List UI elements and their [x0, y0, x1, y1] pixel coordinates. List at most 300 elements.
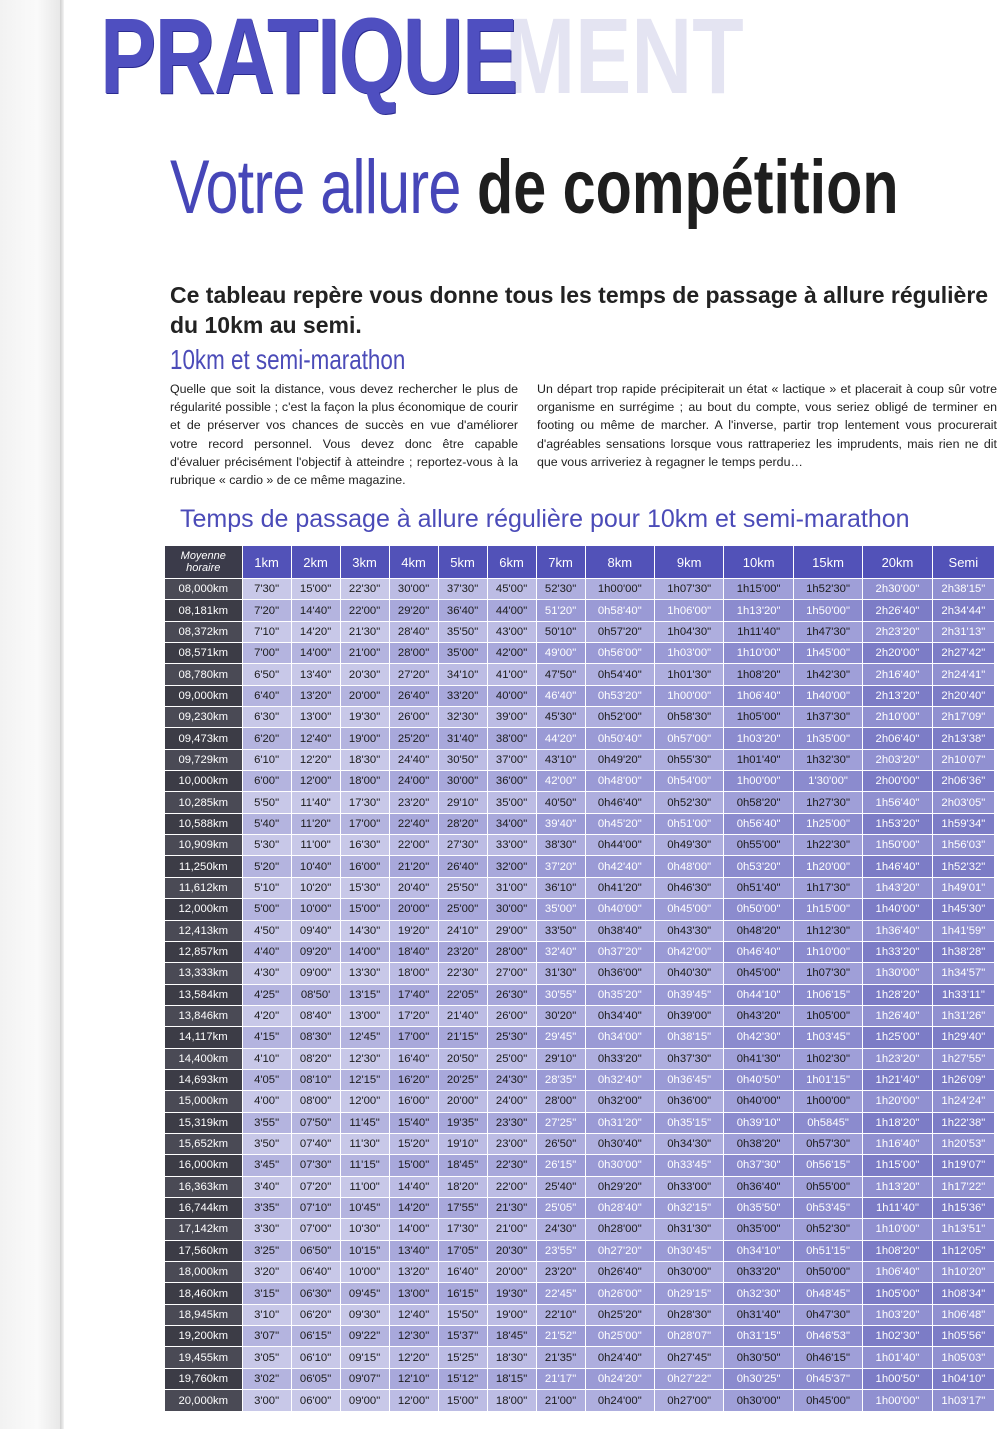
- cell-9km: 1h01'30": [655, 664, 724, 685]
- cell-1km: 5'10": [242, 877, 291, 898]
- cell-8km: 0h54'40": [585, 664, 654, 685]
- header-4km: 4km: [389, 546, 438, 579]
- table-row: [165, 749, 995, 770]
- cell-2km: 06'10": [291, 1347, 340, 1368]
- cell-20km: 1h43'20": [863, 877, 932, 898]
- cell-10km: 0h35'50": [724, 1197, 793, 1218]
- cell-7km: 28'00": [536, 1091, 585, 1112]
- headline-light: Votre allure: [170, 145, 461, 230]
- cell-10km: 0h30'00": [724, 1390, 793, 1412]
- cell-semi: 2h17'09": [932, 707, 994, 728]
- cell-speed: 10,285km: [165, 792, 243, 813]
- header-2km: 2km: [291, 546, 340, 579]
- cell-speed: 12,413km: [165, 920, 243, 941]
- cell-15km: 1h01'15": [793, 1069, 862, 1090]
- cell-7km: 37'20": [536, 856, 585, 877]
- cell-20km: 2h10'00": [863, 707, 932, 728]
- cell-10km: 1h10'00": [724, 643, 793, 664]
- cell-15km: 1h05'00": [793, 1005, 862, 1026]
- cell-6km: 25'30": [487, 1027, 536, 1048]
- cell-15km: 1h32'30": [793, 749, 862, 770]
- cell-7km: 35'00": [536, 899, 585, 920]
- cell-5km: 35'00": [438, 643, 487, 664]
- cell-6km: 21'00": [487, 1219, 536, 1240]
- cell-2km: 11'20": [291, 813, 340, 834]
- cell-5km: 29'10": [438, 792, 487, 813]
- cell-2km: 06'40": [291, 1262, 340, 1283]
- cell-20km: 1h18'20": [863, 1112, 932, 1133]
- cell-speed: 16,363km: [165, 1176, 243, 1197]
- cell-7km: 46'40": [536, 685, 585, 706]
- cell-8km: 0h41'20": [585, 877, 654, 898]
- cell-10km: 0h40'50": [724, 1069, 793, 1090]
- cell-3km: 09'30": [340, 1304, 389, 1325]
- cell-20km: 1h01'40": [863, 1347, 932, 1368]
- cell-9km: 0h28'30": [655, 1304, 724, 1325]
- cell-15km: 1h10'00": [793, 941, 862, 962]
- cell-2km: 06'30": [291, 1283, 340, 1304]
- cell-2km: 13'00": [291, 707, 340, 728]
- cell-20km: 2h20'00": [863, 643, 932, 664]
- cell-1km: 5'50": [242, 792, 291, 813]
- cell-20km: 2h23'20": [863, 621, 932, 642]
- cell-10km: 0h46'40": [724, 941, 793, 962]
- cell-4km: 13'40": [389, 1240, 438, 1261]
- cell-15km: 1h37'30": [793, 707, 862, 728]
- cell-speed: 14,400km: [165, 1048, 243, 1069]
- cell-8km: 0h24'00": [585, 1390, 654, 1412]
- cell-semi: 1h13'51": [932, 1219, 994, 1240]
- cell-15km: 0h50'00": [793, 1262, 862, 1283]
- cell-6km: 18'00": [487, 1390, 536, 1412]
- cell-7km: 25'40": [536, 1176, 585, 1197]
- cell-10km: 0h37'30": [724, 1155, 793, 1176]
- table-row: [165, 1112, 995, 1133]
- cell-5km: 32'30": [438, 707, 487, 728]
- cell-2km: 10'20": [291, 877, 340, 898]
- cell-9km: 0h36'45": [655, 1069, 724, 1090]
- cell-6km: 37'00": [487, 749, 536, 770]
- cell-3km: 12'30": [340, 1048, 389, 1069]
- cell-5km: 20'50": [438, 1048, 487, 1069]
- cell-7km: 39'40": [536, 813, 585, 834]
- cell-7km: 21'17": [536, 1368, 585, 1389]
- cell-9km: 1h00'00": [655, 685, 724, 706]
- cell-5km: 17'05": [438, 1240, 487, 1261]
- cell-3km: 10'45": [340, 1197, 389, 1218]
- cell-3km: 09'15": [340, 1347, 389, 1368]
- cell-2km: 08'00": [291, 1091, 340, 1112]
- cell-7km: 25'05": [536, 1197, 585, 1218]
- cell-4km: 15'00": [389, 1155, 438, 1176]
- cell-4km: 15'20": [389, 1133, 438, 1154]
- cell-8km: 0h28'00": [585, 1219, 654, 1240]
- cell-7km: 31'30": [536, 963, 585, 984]
- cell-4km: 16'40": [389, 1048, 438, 1069]
- cell-2km: 07'20": [291, 1176, 340, 1197]
- table-row: [165, 856, 995, 877]
- cell-2km: 09'00": [291, 963, 340, 984]
- cell-3km: 12'45": [340, 1027, 389, 1048]
- cell-6km: 18'15": [487, 1368, 536, 1389]
- left-page-edge: [0, 0, 62, 1429]
- cell-5km: 15'12": [438, 1368, 487, 1389]
- cell-6km: 24'00": [487, 1091, 536, 1112]
- cell-5km: 18'20": [438, 1176, 487, 1197]
- cell-8km: 0h35'20": [585, 984, 654, 1005]
- cell-2km: 12'00": [291, 771, 340, 792]
- cell-1km: 5'30": [242, 835, 291, 856]
- cell-4km: 13'00": [389, 1283, 438, 1304]
- table-row: [165, 1326, 995, 1347]
- cell-1km: 7'30": [242, 579, 291, 600]
- cell-4km: 12'00": [389, 1390, 438, 1412]
- cell-speed: 18,945km: [165, 1304, 243, 1325]
- cell-5km: 35'50": [438, 621, 487, 642]
- cell-20km: 1h03'20": [863, 1304, 932, 1325]
- cell-8km: 0h46'40": [585, 792, 654, 813]
- cell-10km: 1h06'40": [724, 685, 793, 706]
- cell-3km: 20'30": [340, 664, 389, 685]
- cell-7km: 43'10": [536, 749, 585, 770]
- cell-6km: 26'00": [487, 1005, 536, 1026]
- cell-15km: 1h25'00": [793, 813, 862, 834]
- cell-5km: 17'55": [438, 1197, 487, 1218]
- cell-3km: 13'00": [340, 1005, 389, 1026]
- cell-speed: 14,693km: [165, 1069, 243, 1090]
- cell-1km: 4'30": [242, 963, 291, 984]
- cell-2km: 08'10": [291, 1069, 340, 1090]
- cell-2km: 11'40": [291, 792, 340, 813]
- cell-3km: 13'15": [340, 984, 389, 1005]
- cell-speed: 15,319km: [165, 1112, 243, 1133]
- cell-1km: 5'20": [242, 856, 291, 877]
- cell-speed: 13,846km: [165, 1005, 243, 1026]
- cell-5km: 19'35": [438, 1112, 487, 1133]
- cell-8km: 0h29'20": [585, 1176, 654, 1197]
- cell-15km: 1h06'15": [793, 984, 862, 1005]
- cell-6km: 38'00": [487, 728, 536, 749]
- cell-15km: 1h15'00": [793, 899, 862, 920]
- cell-3km: 10'00": [340, 1262, 389, 1283]
- cell-4km: 23'20": [389, 792, 438, 813]
- cell-4km: 17'40": [389, 984, 438, 1005]
- cell-8km: 0h33'20": [585, 1048, 654, 1069]
- cell-2km: 10'00": [291, 899, 340, 920]
- table-row: [165, 920, 995, 941]
- cell-speed: 11,250km: [165, 856, 243, 877]
- cell-8km: 0h40'00": [585, 899, 654, 920]
- cell-7km: 52'30": [536, 579, 585, 600]
- cell-5km: 21'15": [438, 1027, 487, 1048]
- cell-semi: 2h34'44": [932, 600, 994, 621]
- cell-2km: 13'20": [291, 685, 340, 706]
- cell-semi: 1h34'57": [932, 963, 994, 984]
- cell-4km: 18'40": [389, 941, 438, 962]
- cell-4km: 25'20": [389, 728, 438, 749]
- cell-2km: 14'40": [291, 600, 340, 621]
- cell-15km: 1h45'00": [793, 643, 862, 664]
- cell-10km: 0h39'10": [724, 1112, 793, 1133]
- cell-5km: 15'00": [438, 1390, 487, 1412]
- cell-15km: 0h45'37": [793, 1368, 862, 1389]
- cell-semi: 1h05'56": [932, 1326, 994, 1347]
- cell-10km: 0h33'20": [724, 1262, 793, 1283]
- cell-semi: 1h33'11": [932, 984, 994, 1005]
- cell-semi: 1h41'59": [932, 920, 994, 941]
- cell-10km: 0h31'15": [724, 1326, 793, 1347]
- cell-6km: 22'00": [487, 1176, 536, 1197]
- cell-3km: 22'00": [340, 600, 389, 621]
- cell-speed: 17,142km: [165, 1219, 243, 1240]
- cell-8km: 0h26'00": [585, 1283, 654, 1304]
- cell-semi: 1h56'03": [932, 835, 994, 856]
- table-row: [165, 835, 995, 856]
- cell-15km: 1h40'00": [793, 685, 862, 706]
- header-10km: 10km: [724, 546, 793, 579]
- cell-6km: 39'00": [487, 707, 536, 728]
- cell-20km: 2h26'40": [863, 600, 932, 621]
- cell-1km: 3'50": [242, 1133, 291, 1154]
- cell-9km: 1h06'00": [655, 600, 724, 621]
- cell-3km: 18'30": [340, 749, 389, 770]
- cell-6km: 43'00": [487, 621, 536, 642]
- table-row: [165, 1133, 995, 1154]
- header-5km: 5km: [438, 546, 487, 579]
- cell-6km: 25'00": [487, 1048, 536, 1069]
- section-subhead: 10km et semi-marathon: [170, 344, 406, 375]
- cell-7km: 26'15": [536, 1155, 585, 1176]
- cell-7km: 49'00": [536, 643, 585, 664]
- cell-10km: 0h41'30": [724, 1048, 793, 1069]
- cell-8km: 0h24'40": [585, 1347, 654, 1368]
- cell-7km: 21'35": [536, 1347, 585, 1368]
- cell-1km: 6'20": [242, 728, 291, 749]
- cell-speed: 18,000km: [165, 1262, 243, 1283]
- cell-20km: 1h46'40": [863, 856, 932, 877]
- cell-7km: 23'20": [536, 1262, 585, 1283]
- cell-3km: 11'30": [340, 1133, 389, 1154]
- cell-8km: 0h50'40": [585, 728, 654, 749]
- cell-speed: 19,455km: [165, 1347, 243, 1368]
- cell-semi: 1h52'32": [932, 856, 994, 877]
- cell-2km: 06'20": [291, 1304, 340, 1325]
- cell-15km: 0h45'00": [793, 1390, 862, 1412]
- table-row: [165, 941, 995, 962]
- cell-15km: 0h46'15": [793, 1347, 862, 1368]
- cell-semi: 1h22'38": [932, 1112, 994, 1133]
- cell-speed: 15,000km: [165, 1091, 243, 1112]
- cell-semi: 2h38'15": [932, 579, 994, 600]
- cell-3km: 12'15": [340, 1069, 389, 1090]
- cell-20km: 1h21'40": [863, 1069, 932, 1090]
- cell-semi: 2h31'13": [932, 621, 994, 642]
- cell-speed: 10,588km: [165, 813, 243, 834]
- cell-9km: 0h32'15": [655, 1197, 724, 1218]
- table-row: [165, 1027, 995, 1048]
- cell-7km: 22'10": [536, 1304, 585, 1325]
- cell-15km: 1'30'00": [793, 771, 862, 792]
- cell-2km: 07'50": [291, 1112, 340, 1133]
- cell-6km: 19'00": [487, 1304, 536, 1325]
- cell-5km: 25'50": [438, 877, 487, 898]
- cell-10km: 1h00'00": [724, 771, 793, 792]
- cell-20km: 1h11'40": [863, 1197, 932, 1218]
- header-20km: 20km: [863, 546, 932, 579]
- cell-3km: 09'22": [340, 1326, 389, 1347]
- cell-speed: 12,857km: [165, 941, 243, 962]
- cell-5km: 15'37": [438, 1326, 487, 1347]
- cell-6km: 35'00": [487, 792, 536, 813]
- cell-5km: 21'40": [438, 1005, 487, 1026]
- cell-10km: 0h35'00": [724, 1219, 793, 1240]
- table-row: [165, 600, 995, 621]
- cell-10km: 0h44'10": [724, 984, 793, 1005]
- cell-15km: 1h20'00": [793, 856, 862, 877]
- cell-speed: 18,460km: [165, 1283, 243, 1304]
- cell-2km: 14'00": [291, 643, 340, 664]
- cell-9km: 0h36'00": [655, 1091, 724, 1112]
- cell-8km: 0h30'40": [585, 1133, 654, 1154]
- cell-20km: 1h10'00": [863, 1219, 932, 1240]
- cell-9km: 0h38'15": [655, 1027, 724, 1048]
- cell-4km: 16'20": [389, 1069, 438, 1090]
- cell-3km: 15'00": [340, 899, 389, 920]
- body-text-left: Quelle que soit la distance, vous devez rechercher le plus de régularité possible ; c'est la façon la plus économique de courir et de préserver vos chances de succès en vue d'améliorer votre record personnel. Vous devez donc être capable d'évaluer précisément l'objectif à atteindre ; reportez-vous à la rubrique « cardio » de ce même magazine.: [170, 382, 518, 488]
- cell-6km: 33'00": [487, 835, 536, 856]
- cell-10km: 0h43'20": [724, 1005, 793, 1026]
- cell-20km: 1h15'00": [863, 1155, 932, 1176]
- table-row: [165, 963, 995, 984]
- cell-3km: 12'00": [340, 1091, 389, 1112]
- cell-speed: 19,200km: [165, 1326, 243, 1347]
- cell-9km: 0h30'00": [655, 1262, 724, 1283]
- cell-20km: 1h23'20": [863, 1048, 932, 1069]
- cell-1km: 3'15": [242, 1283, 291, 1304]
- cell-semi: 2h24'41": [932, 664, 994, 685]
- header-7km: 7km: [536, 546, 585, 579]
- cell-7km: 27'25": [536, 1112, 585, 1133]
- cell-9km: 0h51'00": [655, 813, 724, 834]
- cell-7km: 26'50": [536, 1133, 585, 1154]
- cell-5km: 27'30": [438, 835, 487, 856]
- cell-semi: 1h49'01": [932, 877, 994, 898]
- cell-20km: 1h56'40": [863, 792, 932, 813]
- cell-7km: 24'30": [536, 1219, 585, 1240]
- cell-speed: 16,000km: [165, 1155, 243, 1176]
- cell-semi: 2h13'38": [932, 728, 994, 749]
- cell-semi: 1h12'05": [932, 1240, 994, 1261]
- cell-9km: 0h39'00": [655, 1005, 724, 1026]
- cell-9km: 0h33'00": [655, 1176, 724, 1197]
- headline-bold: de compétition: [476, 145, 899, 230]
- cell-3km: 22'30": [340, 579, 389, 600]
- cell-7km: 30'55": [536, 984, 585, 1005]
- cell-8km: 0h56'00": [585, 643, 654, 664]
- cell-6km: 36'00": [487, 771, 536, 792]
- cell-speed: 13,584km: [165, 984, 243, 1005]
- cell-4km: 22'00": [389, 835, 438, 856]
- header-semi: Semi: [932, 546, 994, 579]
- cell-20km: 1h36'40": [863, 920, 932, 941]
- cell-10km: 0h42'30": [724, 1027, 793, 1048]
- cell-5km: 36'40": [438, 600, 487, 621]
- cell-6km: 23'00": [487, 1133, 536, 1154]
- cell-9km: 0h34'30": [655, 1133, 724, 1154]
- cell-semi: 1h59'34": [932, 813, 994, 834]
- cell-9km: 0h43'30": [655, 920, 724, 941]
- cell-1km: 3'25": [242, 1240, 291, 1261]
- cell-4km: 19'20": [389, 920, 438, 941]
- cell-7km: 50'10": [536, 621, 585, 642]
- table-row: [165, 771, 995, 792]
- cell-20km: 1h30'00": [863, 963, 932, 984]
- cell-2km: 12'40": [291, 728, 340, 749]
- cell-20km: 1h20'00": [863, 1091, 932, 1112]
- cell-8km: 0h32'00": [585, 1091, 654, 1112]
- cell-10km: 1h13'20": [724, 600, 793, 621]
- cell-6km: 21'30": [487, 1197, 536, 1218]
- cell-9km: 0h54'00": [655, 771, 724, 792]
- cell-8km: 0h32'40": [585, 1069, 654, 1090]
- cell-6km: 34'00": [487, 813, 536, 834]
- cell-semi: 1h27'55": [932, 1048, 994, 1069]
- cell-4km: 26'40": [389, 685, 438, 706]
- header-6km: 6km: [487, 546, 536, 579]
- cell-1km: 3'45": [242, 1155, 291, 1176]
- cell-3km: 11'15": [340, 1155, 389, 1176]
- cell-20km: 1h26'40": [863, 1005, 932, 1026]
- cell-15km: 0h55'00": [793, 1176, 862, 1197]
- cell-3km: 13'30": [340, 963, 389, 984]
- cell-1km: 3'02": [242, 1368, 291, 1389]
- cell-5km: 20'00": [438, 1091, 487, 1112]
- cell-speed: 17,560km: [165, 1240, 243, 1261]
- cell-9km: 0h35'15": [655, 1112, 724, 1133]
- header-1km: 1km: [242, 546, 291, 579]
- cell-8km: 1h00'00": [585, 579, 654, 600]
- cell-9km: 0h48'00": [655, 856, 724, 877]
- headline: [170, 145, 899, 230]
- cell-10km: 1h03'20": [724, 728, 793, 749]
- cell-10km: 0h40'00": [724, 1091, 793, 1112]
- cell-semi: 1h03'17": [932, 1390, 994, 1412]
- table-title: Temps de passage à allure régulière pour 10km et semi-marathon: [180, 505, 910, 533]
- table-row: [165, 1176, 995, 1197]
- cell-5km: 30'00": [438, 771, 487, 792]
- cell-1km: 3'05": [242, 1347, 291, 1368]
- cell-5km: 28'20": [438, 813, 487, 834]
- cell-semi: 1h17'22": [932, 1176, 994, 1197]
- cell-4km: 17'20": [389, 1005, 438, 1026]
- cell-20km: 2h00'00": [863, 771, 932, 792]
- cell-4km: 14'20": [389, 1197, 438, 1218]
- cell-speed: 13,333km: [165, 963, 243, 984]
- table-row: [165, 792, 995, 813]
- cell-semi: 1h38'28": [932, 941, 994, 962]
- cell-3km: 16'00": [340, 856, 389, 877]
- cell-15km: 0h52'30": [793, 1219, 862, 1240]
- cell-10km: 1h11'40": [724, 621, 793, 642]
- table-row: [165, 664, 995, 685]
- cell-speed: 09,230km: [165, 707, 243, 728]
- cell-9km: 0h55'30": [655, 749, 724, 770]
- cell-8km: 0h37'20": [585, 941, 654, 962]
- cell-15km: 1h22'30": [793, 835, 862, 856]
- cell-20km: 1h33'20": [863, 941, 932, 962]
- cell-4km: 12'10": [389, 1368, 438, 1389]
- cell-2km: 06'00": [291, 1390, 340, 1412]
